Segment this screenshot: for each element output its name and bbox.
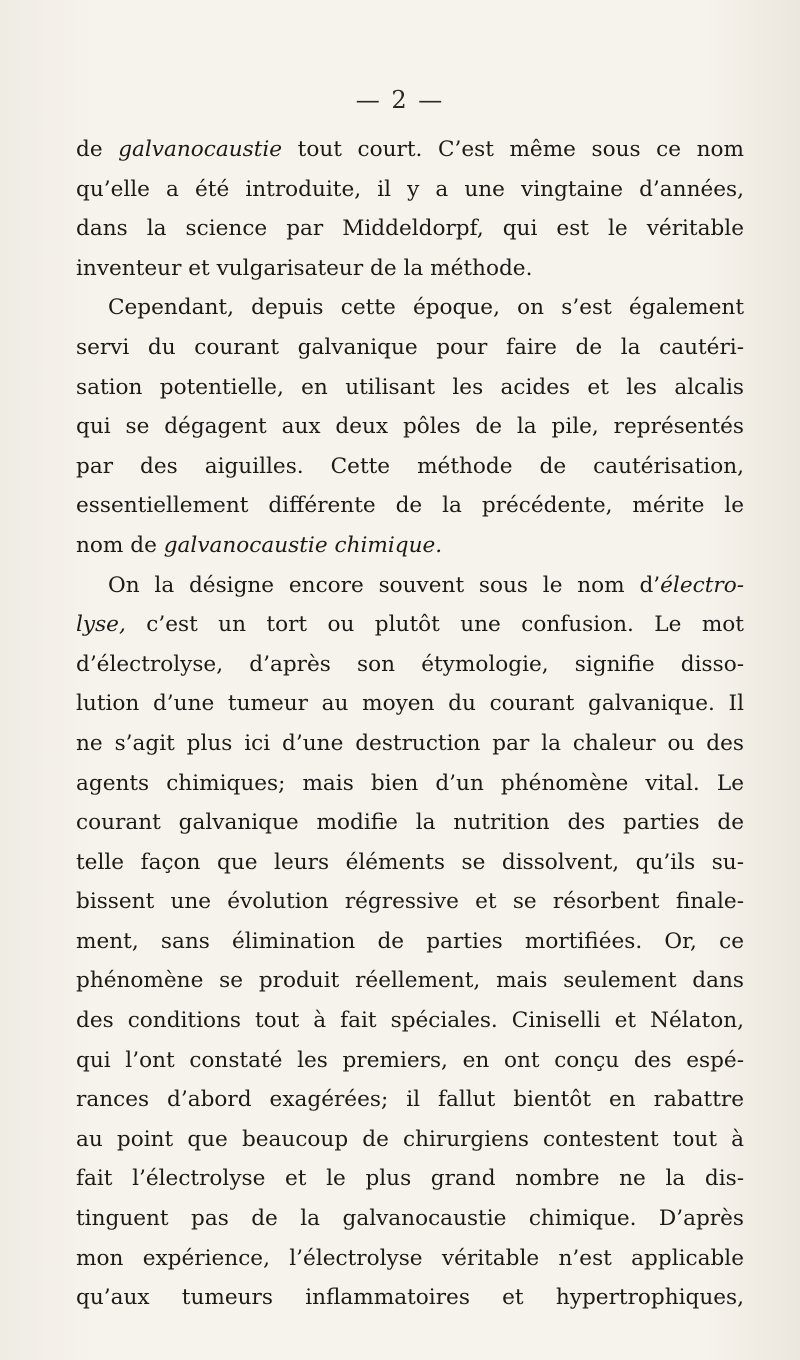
text-segment: tinguent pas de la galvanocaustie chimique. D’après xyxy=(76,1206,744,1232)
text-line xyxy=(76,1041,744,1081)
text-line xyxy=(76,1001,744,1041)
text-segment: inventeur et vulgarisateur de la méthode. xyxy=(76,255,533,281)
text-segment: qui l’ont constaté les premiers, en ont conçu des espé- xyxy=(76,1047,744,1073)
text-line xyxy=(76,724,744,764)
text-line xyxy=(76,1080,744,1120)
text-segment: au point que beaucoup de chirurgiens contestent tout à xyxy=(76,1126,744,1152)
text-segment: rances d’abord exagérées; il fallut bientôt en rabattre xyxy=(76,1087,744,1113)
text-segment: nom de xyxy=(76,532,164,558)
text-segment: bissent une évolution régressive et se résorbent finale- xyxy=(76,889,744,915)
body-text xyxy=(76,130,744,1318)
text-segment: qu’aux tumeurs inflammatoires et hypertrophiques, xyxy=(76,1285,744,1311)
text-line xyxy=(76,249,744,289)
text-line xyxy=(76,684,744,724)
text-line xyxy=(76,961,744,1001)
text-line xyxy=(76,288,744,328)
text-segment: telle façon que leurs éléments se dissolvent, qu’ils su- xyxy=(76,849,744,875)
text-line xyxy=(76,605,744,645)
text-segment: qui se dégagent aux deux pôles de la pile, représentés xyxy=(76,414,744,440)
text-segment: phénomène se produit réellement, mais seulement dans xyxy=(76,968,744,994)
text-segment: courant galvanique modifie la nutrition des parties de xyxy=(76,810,744,836)
text-segment: par des aiguilles. Cette méthode de cautérisation, xyxy=(76,453,744,479)
text-segment: dans la science par Middeldorpf, qui est le véritable xyxy=(76,216,744,242)
text-segment: lution d’une tumeur au moyen du courant galvanique. Il xyxy=(76,691,744,717)
text-segment: ne s’agit plus ici d’une destruction par la chaleur ou des xyxy=(76,730,744,756)
text-segment: des conditions tout à fait spéciales. Ciniselli et Nélaton, xyxy=(76,1008,744,1034)
text-line xyxy=(76,1199,744,1239)
text-line xyxy=(76,328,744,368)
text-segment: qu’elle a été introduite, il y a une vingtaine d’années, xyxy=(76,176,744,202)
text-line xyxy=(76,526,744,566)
page-number: — 2 — xyxy=(355,86,445,114)
text-line xyxy=(76,368,744,408)
text-segment: tout court. C’est même sous ce nom xyxy=(282,137,744,162)
text-line xyxy=(76,1239,744,1279)
text-line xyxy=(76,645,744,685)
italic-text: galvanocaustie xyxy=(118,137,283,162)
italic-text: lyse, xyxy=(76,612,126,638)
text-segment: de xyxy=(76,137,119,162)
text-segment: servi du courant galvanique pour faire de la cautéri- xyxy=(76,334,744,360)
text-line xyxy=(76,1159,744,1199)
text-line xyxy=(76,1278,744,1318)
text-line xyxy=(76,486,744,526)
text-line xyxy=(76,1120,744,1160)
text-line xyxy=(76,407,744,447)
text-segment: On la désigne encore souvent sous le nom d’ xyxy=(108,572,661,598)
text-segment: Cependant, depuis cette époque, on s’est également xyxy=(108,295,744,321)
text-segment: c’est un tort ou plutôt une confusion. Le mot xyxy=(125,612,744,638)
text-line xyxy=(76,803,744,843)
text-line xyxy=(76,566,744,606)
text-line xyxy=(76,882,744,922)
text-segment: fait l’électrolyse et le plus grand nombre ne la dis- xyxy=(76,1166,744,1192)
text-line xyxy=(76,843,744,883)
text-line xyxy=(76,170,744,210)
text-segment: agents chimiques; mais bien d’un phénomène vital. Le xyxy=(76,770,744,796)
text-segment: essentiellement différente de la précédente, mérite le xyxy=(76,493,744,519)
text-line xyxy=(76,764,744,804)
text-line xyxy=(76,922,744,962)
text-line xyxy=(76,130,744,170)
text-line xyxy=(76,447,744,487)
text-segment: d’électrolyse, d’après son étymologie, signifie disso- xyxy=(76,651,744,677)
italic-text: galvanocaustie chimique. xyxy=(163,532,443,558)
text-line xyxy=(76,209,744,249)
text-segment: sation potentielle, en utilisant les acides et les alcalis xyxy=(76,374,744,400)
text-segment: ment, sans élimination de parties mortifiées. Or, ce xyxy=(76,928,744,954)
italic-text: électro- xyxy=(660,572,744,598)
text-segment: mon expérience, l’électrolyse véritable n’est applicable xyxy=(76,1245,744,1271)
